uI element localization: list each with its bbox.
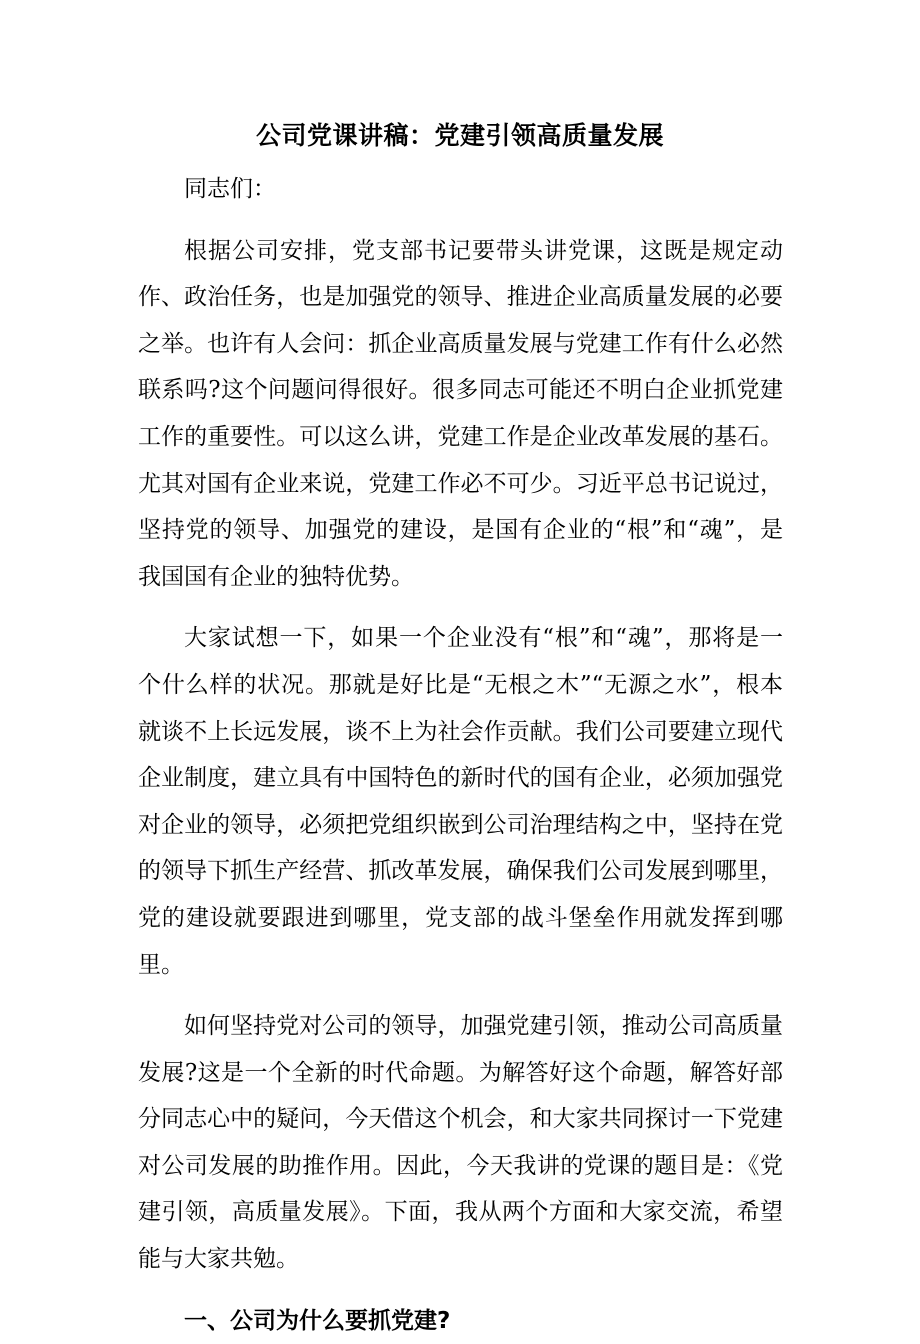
greeting-paragraph: 同志们： xyxy=(184,176,276,202)
section-heading: 一、公司为什么要抓党建? xyxy=(184,1307,451,1334)
body-paragraph-3: 如何坚持党对公司的领导，加强党建引领，推动公司高质量发展?这是一个全新的时代命题。为解答好这个命题，解答好部分同志心中的疑问，今天借这个机会，和大家共同探讨一下党建对公司发展的助推作用。因此，今天我讲的党课的题目是：《党建引领，高质量发展》。下面，我从两个方面和大家交流，希望能与大家共勉。 xyxy=(138,1013,783,1273)
document-title: 公司党课讲稿：党建引领高质量发展 xyxy=(255,121,664,150)
body-paragraph-1: 根据公司安排，党支部书记要带头讲党课，这既是规定动作、政治任务，也是加强党的领导、推进企业高质量发展的必要之举。也许有人会问：抓企业高质量发展与党建工作有什么必然联系吗?这个问题问得很好。很多同志可能还不明白企业抓党建工作的重要性。可以这么讲，党建工作是企业改革发展的基石。尤其对国有企业来说，党建工作必不可少。习近平总书记说过，坚持党的领导、加强党的建设，是国有企业的“根”和“魂”，是我国国有企业的独特优势。 xyxy=(138,237,783,590)
body-paragraph-2: 大家试想一下，如果一个企业没有“根”和“魂”，那将是一个什么样的状况。那就是好比是“无根之木”“无源之水”，根本就谈不上长远发展，谈不上为社会作贡献。我们公司要建立现代企业制度，建立具有中国特色的新时代的国有企业，必须加强党对企业的领导，必须把党组织嵌到公司治理结构之中，坚持在党的领导下抓生产经营、抓改革发展，确保我们公司发展到哪里，党的建设就要跟进到哪里，党支部的战斗堡垒作用就发挥到哪里。 xyxy=(138,625,783,978)
document-body xyxy=(138,166,783,1344)
